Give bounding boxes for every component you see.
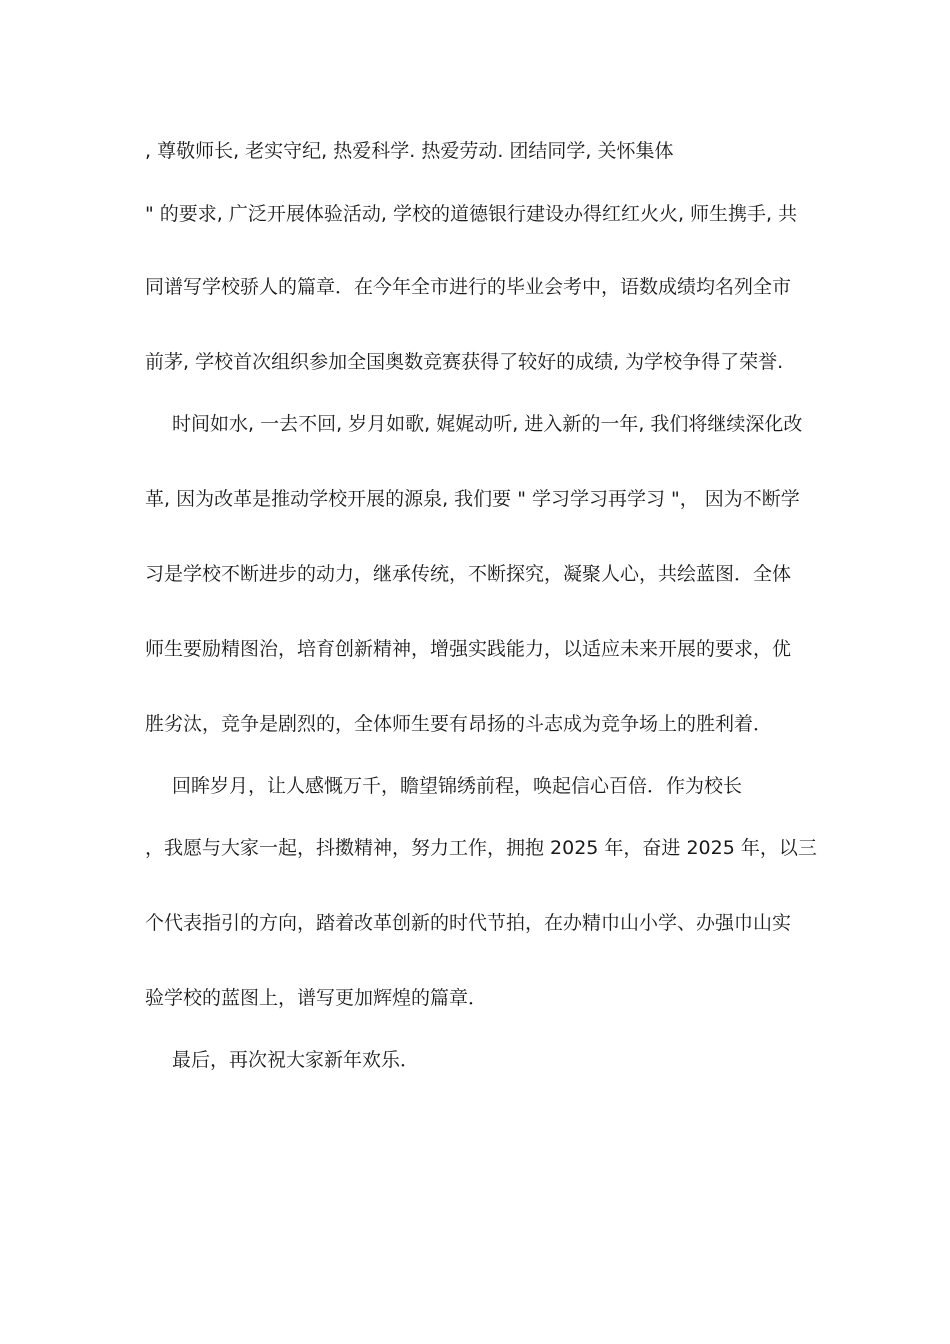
text-line-13: 验学校的蓝图上，谱写更加辉煌的篇章．	[145, 987, 488, 1009]
text-line-11: ，我愿与大家一起，抖擞精神，努力工作，拥抱 2025 年，奋进 2025 年，以三	[145, 837, 817, 859]
paragraph-4-line-1: 最后，再次祝大家新年欢乐．	[172, 1049, 420, 1071]
paragraph-2-line-1: 时间如水, 一去不回, 岁月如歌, 娓娓动听, 进入新的一年, 我们将继续深化改	[172, 413, 803, 435]
text-line-6: 革, 因为改革是推动学校开展的源泉, 我们要 " 学习学习再学习 "， 因为不断学	[145, 488, 800, 510]
text-line-4: 前茅, 学校首次组织参加全国奥数竞赛获得了较好的成绩, 为学校争得了荣誉.	[145, 351, 784, 373]
text-line-1: , 尊敬师长, 老实守纪, 热爱科学. 热爱劳动. 团结同学, 关怀集体	[145, 140, 674, 162]
text-line-3: 同谱写学校骄人的篇章．在今年全市进行的毕业会考中，语数成绩均名列全市	[145, 276, 792, 298]
paragraph-3-line-1: 回眸岁月，让人感慨万千，瞻望锦绣前程，唤起信心百倍．作为校长	[172, 775, 743, 797]
text-line-8: 师生要励精图治，培育创新精神，增强实践能力，以适应未来开展的要求，优	[145, 638, 792, 660]
text-line-9: 胜劣汰，竞争是剧烈的，全体师生要有昂扬的斗志成为竞争场上的胜利着．	[145, 713, 773, 735]
text-line-2: " 的要求, 广泛开展体验活动, 学校的道德银行建设办得红红火火, 师生携手, 共	[145, 203, 798, 225]
text-line-12: 个代表指引的方向，踏着改革创新的时代节拍，在办精巾山小学、办强巾山实	[145, 912, 792, 934]
text-line-7: 习是学校不断进步的动力，继承传统，不断探究，凝聚人心，共绘蓝图．全体	[145, 563, 792, 585]
